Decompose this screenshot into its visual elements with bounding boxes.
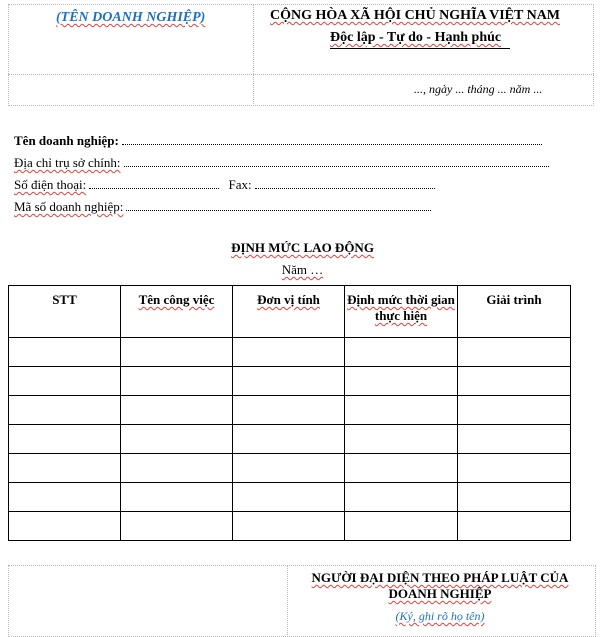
table-cell[interactable] xyxy=(9,512,121,541)
table-cell[interactable] xyxy=(345,483,458,512)
table-cell[interactable] xyxy=(9,338,121,367)
company-name-field[interactable] xyxy=(122,144,542,145)
company-name-row: Tên doanh nghiệp: xyxy=(14,133,542,149)
table-cell[interactable] xyxy=(458,425,571,454)
col-stt: STT xyxy=(9,286,121,338)
fax-label: Fax: xyxy=(228,177,252,192)
table-cell[interactable] xyxy=(9,483,121,512)
table-cell[interactable] xyxy=(345,396,458,425)
address-label: Địa chỉ trụ sở chính: xyxy=(14,155,121,170)
table-cell[interactable] xyxy=(9,454,121,483)
table-cell[interactable] xyxy=(121,338,233,367)
table-cell[interactable] xyxy=(233,338,345,367)
motto-underline xyxy=(330,48,510,49)
table-cell[interactable] xyxy=(345,367,458,396)
col-unit: Đơn vị tính xyxy=(233,286,345,338)
tax-code-field[interactable] xyxy=(126,210,431,211)
motto: Độc lập - Tự do - Hạnh phúc xyxy=(330,30,502,45)
table-row xyxy=(9,338,571,367)
address-row xyxy=(14,155,549,171)
table-cell[interactable] xyxy=(233,425,345,454)
col-explanation: Giải trình xyxy=(458,286,571,338)
table-cell[interactable] xyxy=(233,367,345,396)
address-field[interactable] xyxy=(124,166,549,167)
table-cell[interactable] xyxy=(233,512,345,541)
table-cell[interactable] xyxy=(345,512,458,541)
company-name-label: Tên doanh nghiệp xyxy=(14,133,115,148)
table-cell[interactable] xyxy=(458,483,571,512)
table-cell[interactable] xyxy=(458,454,571,483)
signature-note: (Ký, ghi rõ họ tên) xyxy=(395,609,485,623)
table-cell[interactable] xyxy=(458,512,571,541)
date-line: ..., ngày ... tháng ... năm ... xyxy=(414,82,543,96)
table-cell[interactable] xyxy=(121,396,233,425)
table-row xyxy=(9,512,571,541)
table-cell[interactable] xyxy=(121,483,233,512)
table-cell[interactable] xyxy=(345,425,458,454)
table-row xyxy=(9,454,571,483)
fax-field[interactable] xyxy=(255,188,435,189)
table-cell[interactable] xyxy=(121,367,233,396)
labor-norm-table xyxy=(8,285,571,541)
table-cell[interactable] xyxy=(345,454,458,483)
table-cell[interactable] xyxy=(121,454,233,483)
col-time-norm: Định mức thời gian thực hiện xyxy=(345,286,458,338)
table-cell[interactable] xyxy=(458,338,571,367)
table-cell[interactable] xyxy=(233,454,345,483)
phone-field[interactable] xyxy=(89,188,219,189)
table-row xyxy=(9,367,571,396)
table-header-row xyxy=(9,286,571,338)
company-name-placeholder: (TÊN DOANH NGHIỆP) xyxy=(56,10,206,25)
table-cell[interactable] xyxy=(233,396,345,425)
table-cell[interactable] xyxy=(458,396,571,425)
table-cell[interactable] xyxy=(9,425,121,454)
table-row xyxy=(9,396,571,425)
header-divider-vertical xyxy=(253,4,254,106)
year-line: Năm … xyxy=(281,262,324,277)
table-cell[interactable] xyxy=(458,367,571,396)
nation-heading: CỘNG HÒA XÃ HỘI CHỦ NGHĨA VIỆT NAM xyxy=(270,8,561,23)
table-row xyxy=(9,483,571,512)
table-row xyxy=(9,425,571,454)
table-cell[interactable] xyxy=(233,483,345,512)
table-cell[interactable] xyxy=(121,512,233,541)
col-task-name: Tên công việc xyxy=(121,286,233,338)
table-cell[interactable] xyxy=(9,396,121,425)
header-divider-horizontal xyxy=(8,74,594,75)
phone-label: Số điện thoại: xyxy=(14,177,87,192)
table-cell[interactable] xyxy=(345,338,458,367)
phone-fax-row xyxy=(14,177,435,193)
tax-code-label: Mã số doanh nghiệp: xyxy=(14,199,124,214)
tax-code-row xyxy=(14,199,431,215)
document-title: ĐỊNH MỨC LAO ĐỘNG xyxy=(231,240,374,255)
signature-title: NGƯỜI ĐẠI DIỆN THEO PHÁP LUẬT CỦA DOANH NGHIỆP xyxy=(311,570,569,601)
table-cell[interactable] xyxy=(9,367,121,396)
table-cell[interactable] xyxy=(121,425,233,454)
